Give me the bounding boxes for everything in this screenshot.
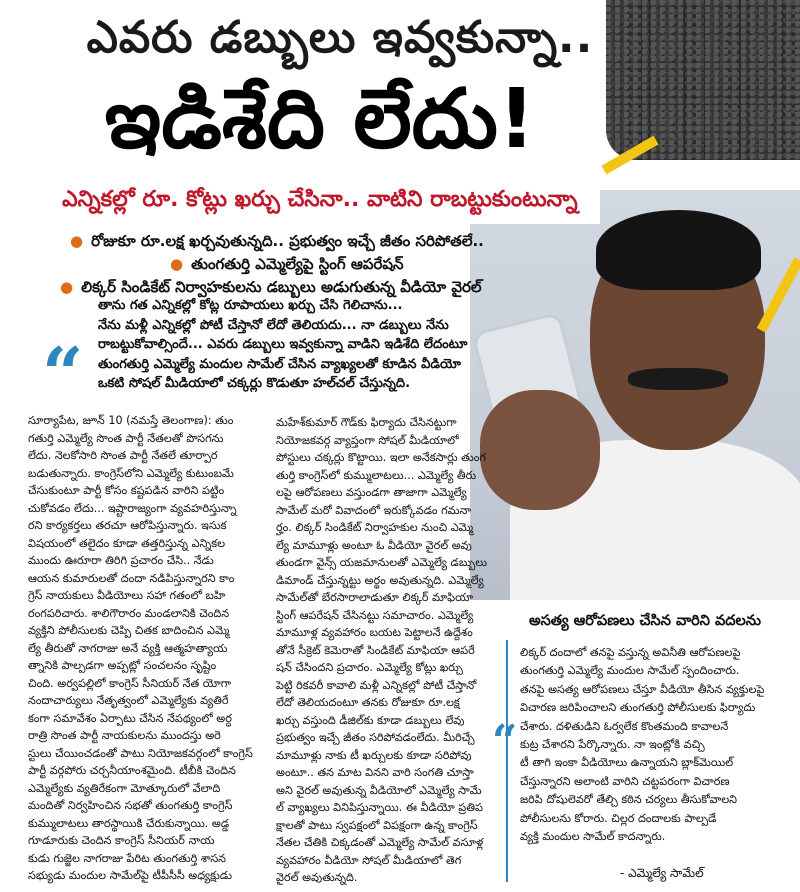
- article-line: రాత్రి సొంత పార్టీ నాయకులను ముందస్తు అరె: [28, 729, 221, 742]
- article-line: పోస్టులు చక్కర్లు కొట్టాయి. ఇలా అనేకసార్లు తుంగ: [276, 451, 486, 464]
- bullet-dot-icon: ●: [70, 232, 84, 250]
- bullet-text: తుంగతుర్తి ఎమ్మెల్యేపై స్టింగ్ ఆపరేషన్: [191, 255, 404, 273]
- quote-line: రాబట్టుకోవాల్సిందే... ఎవరు డబ్బులు ఇవ్వకున్నా వాడిని ఇడిశేది లేదంటూ: [98, 337, 468, 352]
- sidebox-line: తుంగతుర్తి ఎమ్మెల్యే మందుల సామేల్ స్పందించారు.: [520, 664, 740, 678]
- quote-line: తాను గత ఎన్నికల్లో కోట్ల రూపాయలు ఖర్చు చేసి గెలిచాను...: [98, 298, 403, 313]
- sidebox-line: టీ తాగి ఇంకా వీడియోలు ఉన్నాయని బ్లాక్‌మెయిల్: [520, 756, 734, 770]
- bullet-point: [170, 253, 404, 275]
- article-line: మామూళ్లు నాకు టీ ఖర్చులకు కూడా సరిపోవు: [276, 748, 472, 762]
- article-line: సామేల్‌తో బేరసారాలాడుతూ లిక్కర్ మాఫియా: [276, 591, 474, 604]
- sidebox-line: లిక్కర్ దందాలో తనపై వస్తున్న అవినీతి ఆరోపణలపై: [520, 646, 741, 659]
- sidebox-text: [520, 644, 788, 846]
- article-line: గూడూరుకు చెందిన కాంగ్రెస్ సీనియర్ నాయ: [28, 834, 215, 847]
- quote-line: ఒకటి సోషల్ మీడియాలో చక్కర్లు కొడుతూ హల్‌చల్ చేస్తున్నది.: [98, 376, 411, 391]
- article-line: లేదు. నెలకోసారి సొంత పార్టీ నేతలే తూర్పార: [28, 449, 218, 462]
- article-line: అని వైరల్ అవుతున్న వీడియోలో ఎమ్మెల్యే సామే: [276, 783, 482, 797]
- article-line: వ్యక్తిని పోలీసులకు చెప్పి చితక బాదించిన ఎమ్మె: [28, 624, 230, 637]
- article-line: కంగా సమావేశం ఏర్పాటు చేసిన నేపథ్యంలో అర్ధ: [28, 711, 232, 725]
- article-line: నేతల చేతికి చిక్కడంతో ఎమ్మెల్యే సామేల్ వసూళ్ల: [276, 836, 484, 849]
- article-line: ప్రభుత్వం ఇచ్చే జీతం సరిపోవడంలేదు. మీరిచ్చే: [276, 731, 475, 744]
- mla-photo: [470, 190, 800, 600]
- article-line: బడుతున్నారు. కాంగ్రెస్‌లోని ఎమ్మెల్యే కుటుంబమే: [28, 466, 234, 480]
- sidebox-line: వ్యక్తి మందుల సామేల్ కాదన్నారు.: [520, 830, 666, 844]
- article-line: రని కార్యకర్తలు తరచూ ఆరోపిస్తున్నారు. ఇసుక: [28, 519, 227, 532]
- article-column-1: [28, 412, 264, 885]
- seeds-photo: [606, 0, 800, 160]
- article-column-2: [276, 414, 502, 887]
- article-line: ఆయన కుమారులతో దందా నడిపిస్తున్నారని కాం: [28, 571, 235, 585]
- article-line: లపై ఆరోపణలు వస్తుండగా తాజాగా ఎమ్మెల్యే: [276, 486, 467, 499]
- article-line: ల్యే మామూళ్లు అంటూ ఓ వీడియో వైరల్ అవు: [276, 538, 472, 552]
- article-line: తుండగా వైన్స్ యజమానులతో ఎమ్మెల్యే డబ్బులు: [276, 556, 488, 569]
- headline-line-1: ఎవరు డబ్బులు ఇవ్వకున్నా..: [86, 12, 594, 63]
- bullet-text: లిక్కర్ సిండికేట్ నిర్వాహకులను డబ్బులు అడుగుతున్న వీడియో వైరల్: [81, 278, 482, 296]
- article-line: నియోజకవర్గ వ్యాప్తంగా సోషల్ మీడియాలో: [276, 433, 459, 447]
- sidebox-line: జరిపి దోషులెవరో తేల్చి కఠిన చర్యలు తీసుకోవాలని: [520, 793, 738, 807]
- article-line: కుమ్ములాటలు తారస్థాయికి చేరుకున్నాయి. అడ్డ: [28, 816, 230, 830]
- article-line: పెట్టి రికవరీ కావాలి మళ్లీ ఎన్నికల్లో పోటీ చేస్తానో: [276, 678, 477, 692]
- article-line: సభ్యుడు మందుల సామేల్‌పై టీపీసీసీ అధ్యక్షుడు: [28, 869, 233, 882]
- sidebox-quote-mark-icon: “: [492, 716, 518, 767]
- article-line: గ్రెస్ నాయకులు వీడియోలు సహా గతంలో బహి: [28, 589, 226, 602]
- article-line: చేసుకుంటూ పార్టీ కోసం కష్టపడిన వారిని పట్టిం: [28, 484, 225, 497]
- sidebox-line: చేస్తున్నారని అలాంటి వారిని చట్టపరంగా విచారణ: [520, 774, 730, 788]
- article-line: ఎమ్మెల్యేకు వ్యతిరేకంగా మోత్కూరులో వేలాది: [28, 781, 221, 795]
- article-line: డిమాండ్ చేస్తున్నట్టు అర్థం అవుతున్నది. ఎమ్మెల్యే: [276, 573, 484, 587]
- sidebox-line: పోలీసులను కోరారు. చిల్లర దందాలకు పాల్పడే: [520, 811, 717, 825]
- article-line: లేదో తెలియదంటూ తనకు రోజుకూ రూ.లక్ష: [276, 696, 460, 709]
- article-line: వ్యవహారం వీడియో సోషల్ మీడియాలో తెగ: [276, 853, 462, 867]
- article-line: సూర్యాపేట, జూన్ 10 (నమస్తే తెలంగాణ): తుం: [28, 414, 234, 427]
- article-line: ర్హం. లిక్కర్ సిండికేట్ నిర్వాహకుల నుంచి ఎమ్మె: [276, 521, 474, 534]
- article-line: మామూళ్ల వ్యవహారం బయట పెట్టాలనే ఉద్దేశం: [276, 626, 473, 639]
- article-line: చింది. అర్వపల్లిలో కాంగ్రెస్ సీనియర్ నేత యోగా: [28, 676, 232, 690]
- article-line: స్టింగ్ ఆపరేషన్ చేసినట్టు సమాచారం. ఎమ్మెల్యే: [276, 608, 474, 622]
- article-line: ఖర్చు వస్తుంది డీజిల్‌కు కూడా డబ్బులు లేవు: [276, 713, 465, 727]
- article-line: తోనే సీక్రెట్ కెమెరాతో సిండికేట్ మాఫియా ఆపరే: [276, 643, 475, 657]
- pull-quote: [98, 296, 490, 394]
- article-line: త్నానికి పాల్పడగా అప్పట్లో సంచలనం సృష్టిం: [28, 659, 217, 672]
- article-line: విషయంలో తలైదం కూడా తత్తరిస్తున్న ఎన్నికల: [28, 536, 225, 550]
- article-line: ముందు ఊరూరా తిరిగి ప్రచారం చేసి.. నేడు: [28, 554, 214, 567]
- article-line: ల్యే తీరుతో నాగరాజు అనే వ్యక్తి ఆత్మహత్యాయ: [28, 641, 228, 655]
- article-line: స్టులు చేయించడంతో పాటు నియోజకవర్గంలో కాంగ్రెస్: [28, 746, 253, 760]
- quote-mark-icon: “: [42, 331, 84, 416]
- article-line: రంగపరిచారు. శాలిగౌరారం మండలానికి చెందిన: [28, 606, 230, 620]
- bullet-text: రోజుకూ రూ.లక్ష ఖర్చవుతున్నది.. ప్రభుత్వం ఇచ్చే జీతం సరిపోతలే..: [91, 232, 484, 250]
- headline-line-2: ఇడిశేది లేదు!: [104, 72, 536, 167]
- quote-line: తుంగతుర్తి ఎమ్మెల్యే మందుల సామేల్ చేసిన వ్యాఖ్యలతో కూడిన వీడియో: [98, 356, 461, 372]
- sidebox-line: కుట్ర చేశారని పేర్కొన్నారు. నా ఇంట్లోకి వచ్చి: [520, 738, 705, 752]
- article-line: మహేశ్‌కుమార్ గౌడ్‌కు ఫిర్యాదు చేసినట్టుగా: [276, 416, 457, 429]
- sidebox-line: చేశారు. దళితుడిని ఓర్వలేక కొంతమంది కావాలనే: [520, 719, 729, 733]
- sidebox-signature: - ఎమ్మెల్యే సామేల్: [620, 866, 704, 880]
- article-line: కుడు గుజ్జెల నాగరాజు పేరిట తుంగతుర్తి శాసన: [28, 851, 227, 865]
- article-line: షన్ చేసిందని ప్రచారం. ఎమ్మెల్యే కోట్లు ఖర్చు: [276, 661, 463, 674]
- article-line: చుకోవడం లేదు... ఇష్టారాజ్యంగా వ్యవహరిస్తున్నా: [28, 501, 237, 515]
- sidebox-line: విచారణ జరిపించాలని తుంగతుర్తి పోలీసులకు ఫిర్యాదు: [520, 701, 756, 715]
- article-line: నందాచార్యులు నేతృత్వంలో ఎమ్మెల్యేకు వ్యతిరే: [28, 694, 229, 707]
- bullet-dot-icon: ●: [170, 255, 184, 273]
- bullet-dot-icon: ●: [60, 278, 74, 296]
- bullet-point: [70, 230, 484, 252]
- quote-line: నేను మళ్లీ ఎన్నికల్లో పోటీ చేస్తానో లేదో తెలియదు... నా డబ్బులు నేను: [98, 317, 449, 333]
- subheadline-text: ఎన్నికల్లో రూ. కోట్లు ఖర్చు చేసినా.. వాటిని రాబట్టుకుంటున్నా: [62, 187, 578, 212]
- bullet-point: [60, 276, 482, 298]
- article-line: సామేల్ మరో వివాదంలో ఇరుక్కోవడం గమనా: [276, 503, 472, 517]
- article-line: వైరల్ అవుతున్నది.: [276, 871, 358, 884]
- article-line: అంటూ.. తన మాట వినని వారి సంగతి చూస్తా: [276, 766, 474, 779]
- article-line: ల్ వ్యాఖ్యలు వినిపిస్తున్నాయి. ఈ వీడియో ప్రతిప: [276, 801, 483, 814]
- article-line: క్షాలతో పాటు స్వపక్షంలో విపక్షంగా ఉన్న కాంగ్రెస్: [276, 818, 478, 832]
- subheadline: [62, 176, 600, 224]
- photo-mustache: [628, 368, 728, 390]
- article-line: తుర్తి కాంగ్రెస్‌లో కుమ్ములాటలు... ఎమ్మెల్యే తీరు: [276, 468, 477, 482]
- sidebox-line: తనపై అసత్య ఆరోపణలు చేస్తూ వీడియో తీసిన వ్యక్తులపై: [520, 682, 765, 696]
- article-line: గతుర్తి ఎమ్మెల్యే సొంత పార్టీ నేతలతో పొసగను: [28, 431, 224, 445]
- sidebox-title: అసత్య ఆరోపణలు చేసిన వారిని వదలను: [529, 613, 761, 629]
- article-line: పార్టీ వర్గపోరు చర్చనీయాంశమైంది. టీబీకి చెందిన: [28, 764, 236, 777]
- article-line: మందితో నిర్వహించిన సభతో తుంగతుర్తి కాంగ్రెస్: [28, 799, 233, 812]
- photo-hair: [596, 210, 761, 290]
